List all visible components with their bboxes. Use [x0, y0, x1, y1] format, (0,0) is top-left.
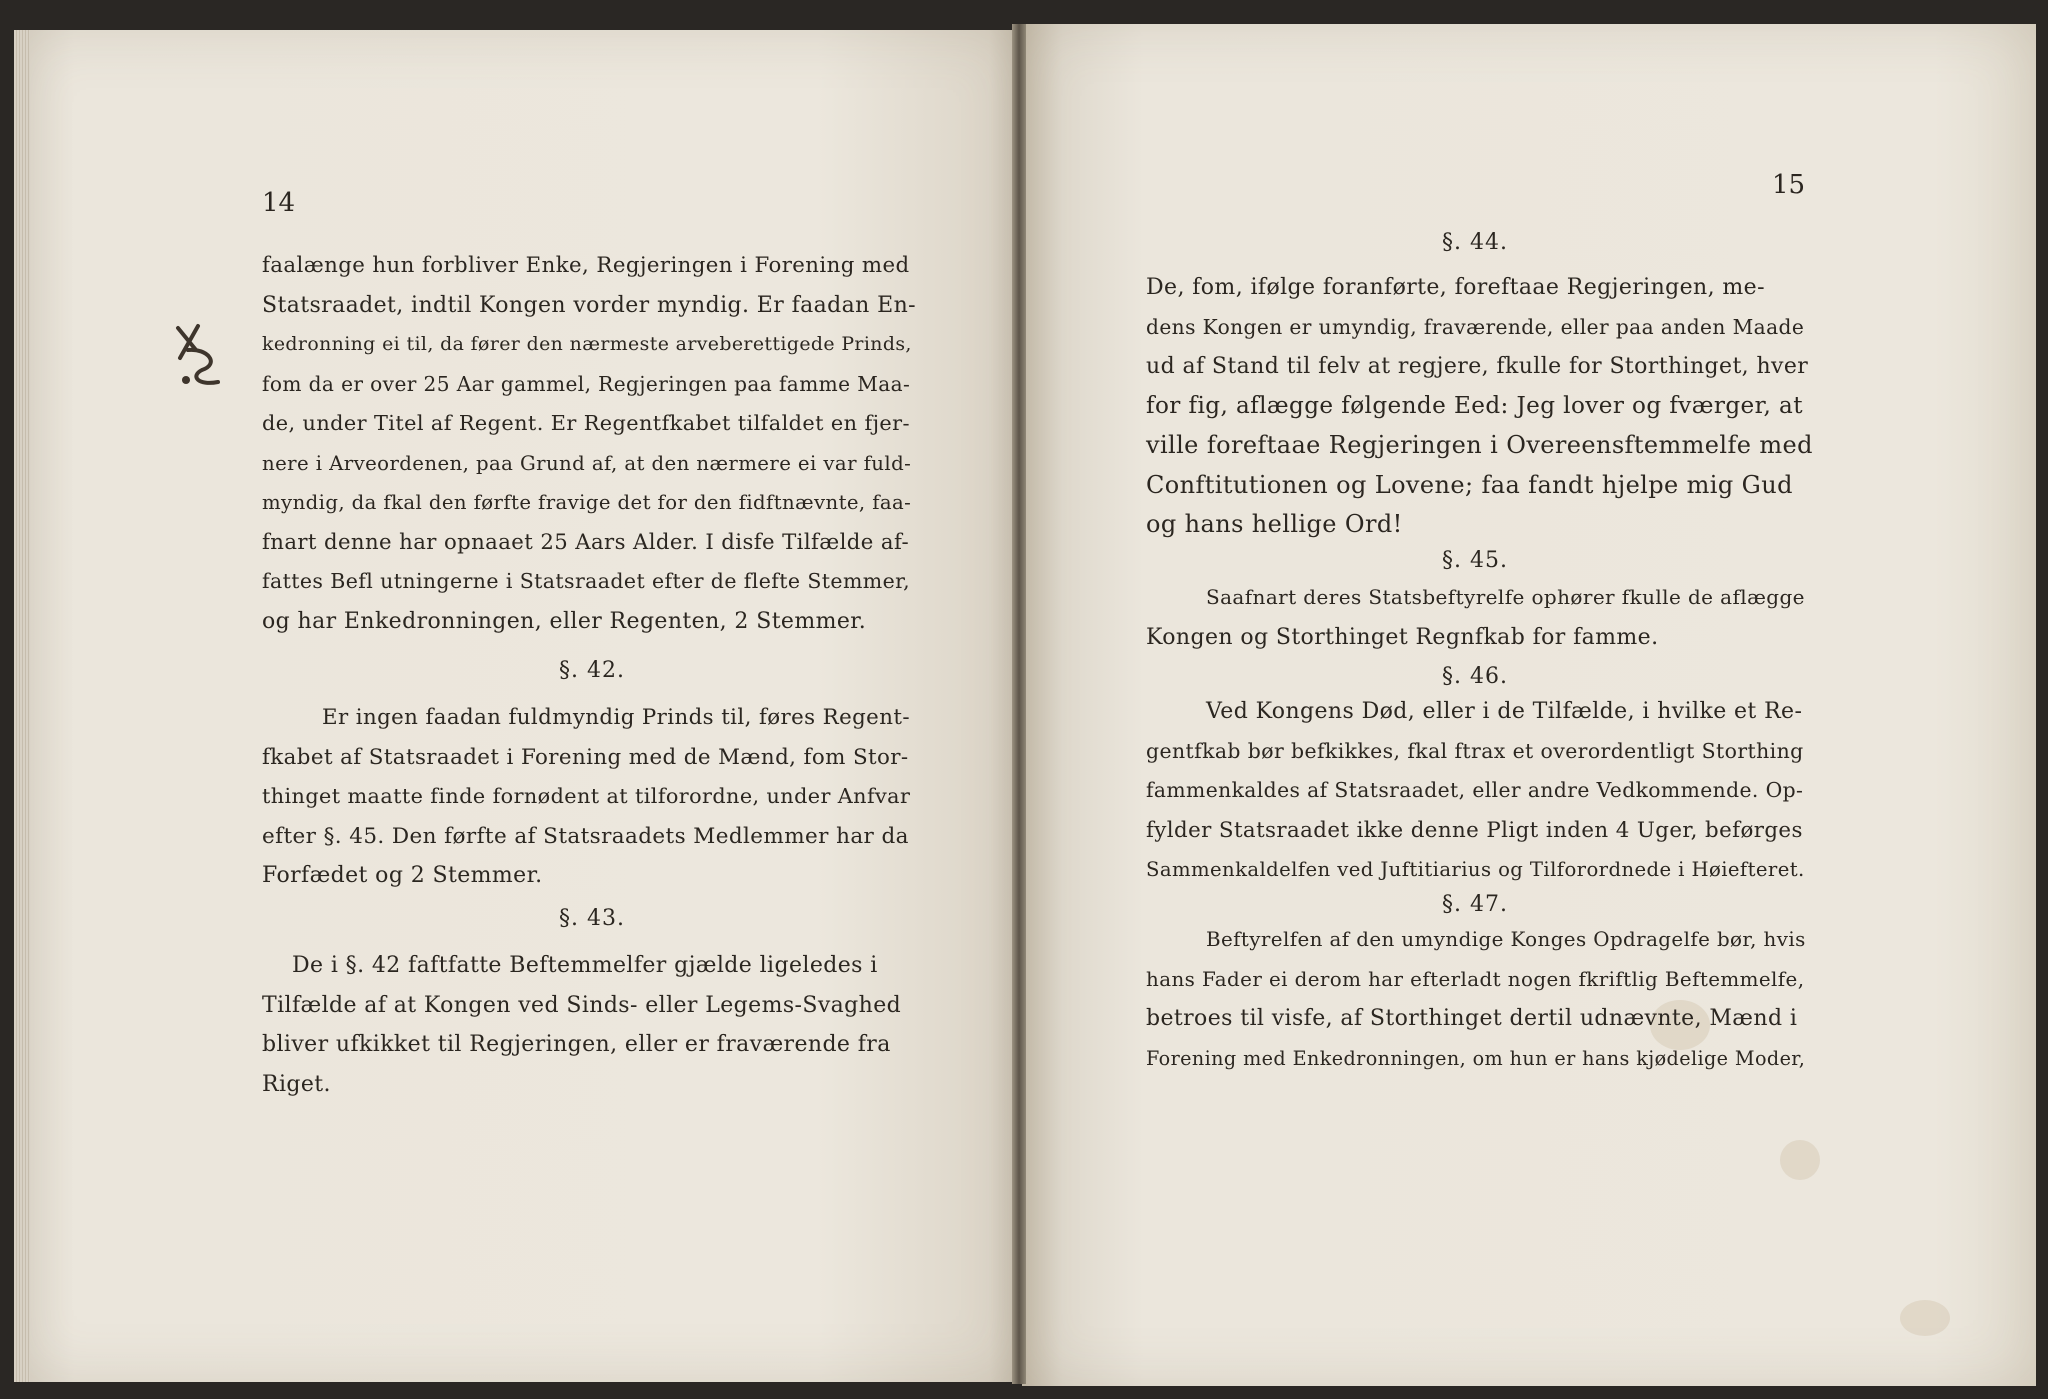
text-line: bliver ufkikket til Regjeringen, eller er fraværende fra	[262, 1032, 891, 1057]
page-number-right: 15	[1772, 170, 1806, 200]
text-line: fnart denne har opnaaet 25 Aars Alder. I disfe Tilfælde af-	[262, 529, 910, 555]
text-line: Kongen og Storthinget Regnfkab for famme.	[1146, 624, 1659, 650]
text-line: Forfædet og 2 Stemmer.	[262, 863, 543, 888]
margin-annotation-icon	[168, 320, 230, 390]
text-line: Saafnart deres Statsbeftyrelfe ophører fkulle de aflægge	[1206, 585, 1805, 609]
text-line: fammenkaldes af Statsraadet, eller andre Vedkommende. Op-	[1146, 778, 1804, 802]
text-line: Statsraadet, indtil Kongen vorder myndig. Er faadan En-	[262, 292, 916, 318]
text-line: Beftyrelfen af den umyndige Konges Opdragelfe bør, hvis	[1206, 928, 1806, 951]
right-text-47	[1146, 920, 1816, 1078]
section-heading-45: §. 45.	[1442, 548, 1508, 573]
text-line: kedronning ei til, da fører den nærmeste arveberettigede Prinds,	[262, 333, 912, 355]
left-text-43	[262, 946, 922, 1104]
section-heading-47: §. 47.	[1442, 892, 1508, 917]
left-page-edge	[14, 30, 30, 1382]
text-line: faalænge hun forbliver Enke, Regjeringen i Forening med	[262, 253, 910, 278]
text-line: ud af Stand til felv at regjere, fkulle for Storthinget, hver	[1146, 354, 1809, 379]
right-text-46	[1146, 692, 1816, 890]
section-heading-42: §. 42.	[559, 658, 625, 683]
text-line: Tilfælde af at Kongen ved Sinds- eller Legems-Svaghed	[262, 992, 902, 1018]
book-gutter	[1012, 24, 1026, 1384]
left-text-42	[262, 698, 922, 896]
section-heading-46: §. 46.	[1442, 664, 1508, 689]
text-line: nere i Arveordenen, paa Grund af, at den nærmere ei var fuld-	[262, 451, 912, 475]
text-line: efter §. 45. Den førfte af Statsraadets Medlemmer har da	[262, 823, 909, 849]
text-line: fkabet af Statsraadet i Forening med de Mænd, fom Stor-	[262, 744, 909, 770]
text-line: Sammenkaldelfen ved Juftitiarius og Tilforordnede i Høiefteret.	[1146, 858, 1805, 881]
text-line: ville foreftaae Regjeringen i Overeensftemmelfe med	[1146, 431, 1813, 459]
text-line: gentfkab bør befkikkes, fkal ftrax et overordentligt Storthing	[1146, 738, 1804, 763]
text-line: for fig, aflægge følgende Eed: Jeg lover og fværger, at	[1146, 392, 1803, 419]
section-heading-44: §. 44.	[1442, 230, 1508, 255]
text-line: thinget maatte finde fornødent at tilforordne, under Anfvar	[262, 784, 911, 808]
text-line: Riget.	[262, 1071, 331, 1097]
text-line: fattes Befl utningerne i Statsraadet efter de flefte Stemmer,	[262, 569, 911, 593]
text-line: og har Enkedronningen, eller Regenten, 2 Stemmer.	[262, 608, 867, 634]
text-line: betroes til visfe, af Storthinget dertil udnævnte, Mænd i	[1146, 1006, 1798, 1031]
page-number-left: 14	[262, 188, 296, 218]
text-line: Er ingen faadan fuldmyndig Prinds til, føres Regent-	[322, 705, 910, 730]
text-line: fom da er over 25 Aar gammel, Regjeringen paa famme Maa-	[262, 371, 911, 396]
left-text-top	[262, 246, 922, 641]
text-line: Conftitutionen og Lovene; faa fandt hjelpe mig Gud	[1146, 470, 1793, 499]
text-line: Forening med Enkedronningen, om hun er hans kjødelige Moder,	[1146, 1046, 1806, 1070]
text-line: hans Fader ei derom har efterladt nogen fkriftlig Beftemmelfe,	[1146, 967, 1805, 991]
paper-stain	[1900, 1300, 1950, 1336]
right-text-44	[1146, 268, 1816, 545]
paper-stain	[1780, 1140, 1820, 1180]
text-line: de, under Titel af Regent. Er Regentfkabet tilfaldet en fjer-	[262, 411, 910, 435]
text-line: myndig, da fkal den førfte fravige det for den fidftnævnte, faa-	[262, 491, 912, 514]
text-line: De, fom, ifølge foranførte, foreftaae Regjeringen, me-	[1146, 275, 1765, 300]
section-heading-43: §. 43.	[559, 906, 625, 931]
right-text-45	[1146, 578, 1816, 657]
text-line: De i §. 42 faftfatte Beftemmelfer gjælde ligeledes i	[292, 953, 878, 978]
text-line: fylder Statsraadet ikke denne Pligt inden 4 Uger, beførges	[1146, 817, 1803, 843]
text-line: dens Kongen er umyndig, fraværende, eller paa anden Maade	[1146, 314, 1805, 339]
text-line: og hans hellige Ord!	[1146, 510, 1403, 538]
text-line: Ved Kongens Død, eller i de Tilfælde, i hvilke et Re-	[1206, 699, 1803, 724]
